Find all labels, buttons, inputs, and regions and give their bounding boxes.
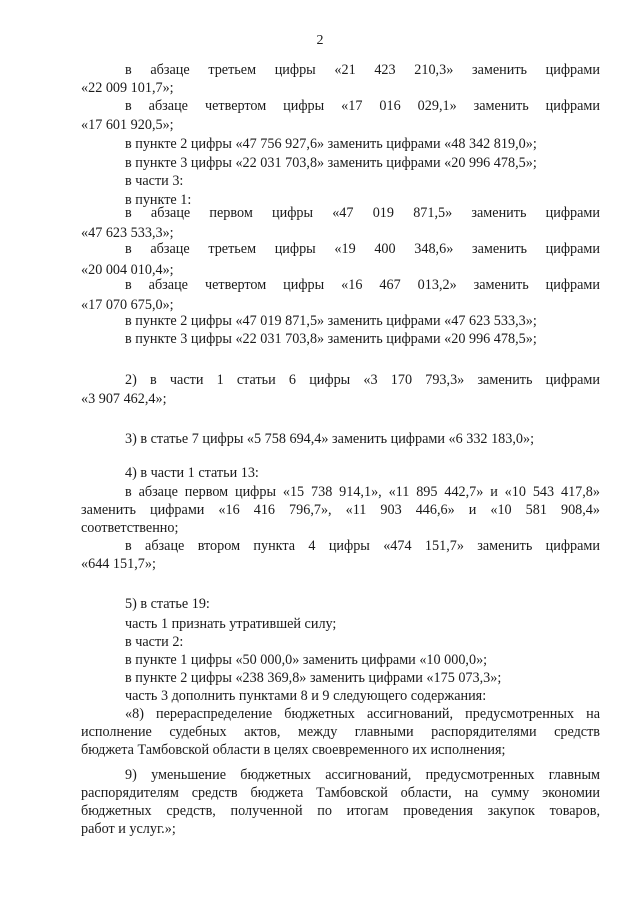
text-line: «3 907 462,4»; <box>81 391 167 407</box>
text-line: «22 009 101,7»; <box>81 80 174 96</box>
text-line: «8) перераспределение бюджетных ассигнований, предусмотренных на <box>125 706 600 722</box>
text-line: работ и услуг.»; <box>81 821 176 837</box>
text-line: 4) в части 1 статьи 13: <box>125 465 259 481</box>
text-line: в пункте 2 цифры «47 756 927,6» заменить цифрами «48 342 819,0»; <box>125 136 537 152</box>
text-line: «47 623 533,3»; <box>81 225 174 241</box>
text-line: в абзаце третьем цифры «19 400 348,6» заменить цифрами <box>125 241 600 257</box>
text-line: в пункте 2 цифры «238 369,8» заменить цифрами «175 073,3»; <box>125 670 502 686</box>
text-line: «17 070 675,0»; <box>81 297 174 313</box>
page-number: 2 <box>316 33 324 48</box>
text-line: исполнение судебных актов, между главными распорядителями средств <box>81 724 600 740</box>
text-line: «644 151,7»; <box>81 556 156 572</box>
text-line: бюджетных средств, полученной по итогам проведения закупок товаров, <box>81 803 600 819</box>
text-line: в абзаце четвертом цифры «16 467 013,2» заменить цифрами <box>125 277 600 293</box>
text-line: соответственно; <box>81 520 179 536</box>
text-line: «17 601 920,5»; <box>81 117 174 133</box>
text-line: в абзаце третьем цифры «21 423 210,3» заменить цифрами <box>125 62 600 78</box>
text-line: в пункте 2 цифры «47 019 871,5» заменить цифрами «47 623 533,3»; <box>125 313 537 329</box>
text-line: в абзаце первом цифры «47 019 871,5» заменить цифрами <box>125 205 600 221</box>
text-line: 3) в статье 7 цифры «5 758 694,4» заменить цифрами «6 332 183,0»; <box>125 431 535 447</box>
text-line: бюджета Тамбовской области в целях своевременного их исполнения; <box>81 742 506 758</box>
text-line: распорядителям средств бюджета Тамбовской области, на сумму экономии <box>81 785 600 801</box>
text-line: в абзаце втором пункта 4 цифры «474 151,7» заменить цифрами <box>125 538 600 554</box>
text-line: в пункте 1 цифры «50 000,0» заменить цифрами «10 000,0»; <box>125 652 488 668</box>
text-line: «20 004 010,4»; <box>81 262 174 278</box>
text-line: в части 3: <box>125 173 184 189</box>
text-line: в пункте 3 цифры «22 031 703,8» заменить цифрами «20 996 478,5»; <box>125 155 537 171</box>
text-line: в пункте 1: <box>125 192 192 208</box>
text-line: в части 2: <box>125 634 184 650</box>
text-line: в абзаце первом цифры «15 738 914,1», «11 895 442,7» и «10 543 417,8» <box>125 484 600 500</box>
text-line: часть 1 признать утратившей силу; <box>125 616 337 632</box>
text-line: 9) уменьшение бюджетных ассигнований, предусмотренных главным <box>125 767 600 783</box>
text-line: 5) в статье 19: <box>125 596 210 612</box>
text-line: часть 3 дополнить пунктами 8 и 9 следующего содержания: <box>125 688 487 704</box>
text-line: заменить цифрами «16 416 796,7», «11 903 446,6» и «10 581 908,4» <box>81 502 600 518</box>
text-line: в абзаце четвертом цифры «17 016 029,1» заменить цифрами <box>125 98 600 114</box>
text-line: 2) в части 1 статьи 6 цифры «3 170 793,3» заменить цифрами <box>125 372 600 388</box>
text-line: в пункте 3 цифры «22 031 703,8» заменить цифрами «20 996 478,5»; <box>125 331 537 347</box>
